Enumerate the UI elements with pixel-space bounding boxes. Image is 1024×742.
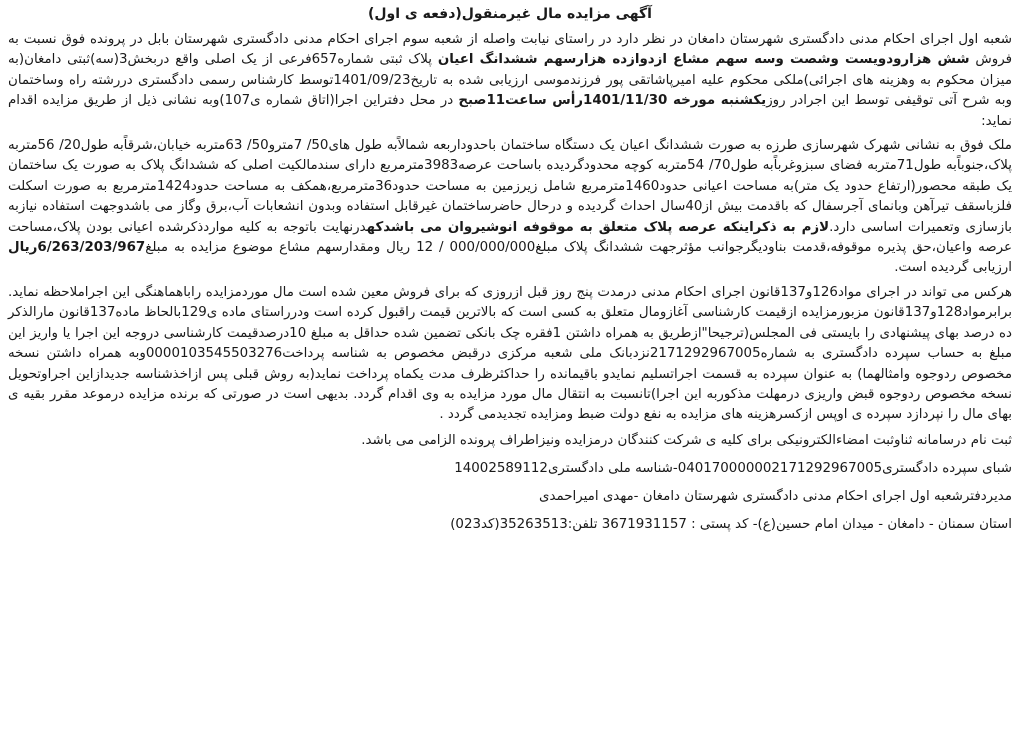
address-line: استان سمنان - دامغان - میدان امام حسین(ع)- کد پستی : 3671931157 تلفن:35263513(کد023) — [450, 516, 1012, 532]
registration-note: ثبت نام درسامانه ثناوثبت امضاءالکترونیکی برای کلیه ی شرکت کنندگان درمزایده ونیزاطراف پرونده الزامی می باشد. — [361, 432, 1012, 448]
intro-text-c: پلاک ثبتی شماره657فرعی از یک اصلی واقع دربخش3(سه)ثبتی دامغان(به میزان محکوم به وهزینه های اجرائی)ملکی محکوم علیه امیرپاشاتقی پور فرزندموسی ارزیابی شده به تاریخ1401/09/23توسط کارشناس رسمی دادگستری دررشته راه وساختمان وبه شرح آتی توقیفی توسط این اجرادر روز — [8, 52, 1012, 109]
auction-date-bold: یکشنبه مورخه 1401/11/30رأس ساعت11صبح — [458, 93, 767, 109]
shares-bold: شش هزارودویست وشصت وسه سهم مشاع ازدوازده هزارسهم ششدانگ اعیان — [437, 52, 970, 68]
appraised-value-bold: 6/263/203/967ریال — [8, 240, 146, 256]
property-paragraph — [8, 136, 1012, 279]
intro-paragraph — [8, 30, 1012, 132]
notice-title: آگهی مزایده مال غیرمنقول(دفعه ی اول) — [368, 6, 652, 22]
intro-text-e: در محل دفتراین اجرا(اتاق شماره ی107)وبه نشانی ذیل از طریق مزایده اقدام نماید: — [8, 93, 1012, 129]
terms-paragraph: هرکس می تواند در اجرای مواد126و137قانون اجرای احکام مدنی درمدت پنج روز قبل ازروزی که برای فروش معین شده است مال موردمزایده راباهماهنگی این اجراملاحظه نماید. برابرمواد128و137قانون مزبورمزایده ازقیمت کارشناسی آغازومال متعلق به کسی است که بالاترین قیمت راقبول کرده است ودرراستای ماده ی129بالحاظ ماده137قانون مارالذکر ده درصد بهای پیشنهادی را بایستی فی المجلس(ترجیحا"ازطریق به همراه داشتن 1فقره چک بانکی تضمین شده حداقل به مبلغ 10درصدقیمت کارشناسی دروجه این اجرا یا واریز این مبلغ به حساب سپرده دادگستری به شماره2171292967005نزدبانک ملی شعبه مرکزی درقبض مخصوص به شناسه پرداخت000010354550327‪6‬وبه همراه داشتن نسخه مخصوص ردوجوه وامثالهما) به عنوان سپرده به قسمت اجراتسلیم نمایدو باقیمانده را حداکثرظرف مدت یکماه پرداخت نماید(به روش قبلی پس ازاخذشناسه جدیدازاین اجراوتحویل نسخه مخصوص ردوجوه قبض واریزی درمهلت مذکوربه این اجرا)تانسبت به انتقال مال مورد مزایده به وی اقدام گردد. بدیهی است در صورتی که برنده مزایده درموعد مقرر بقیه ی بهای مال را نپردازد سپرده ی اوپس ازکسرهزینه های مزایده به نفع دولت ضبط ومزایده تجدیدمی گردد . — [8, 284, 1013, 423]
property-text-a: ملک فوق به نشانی شهرک شهرسازی طرزه به صورت ششدانگ اعیان یک دستگاه ساختمان باحدوداربعه شمالاًبه طول های50/ 7مترو50/ 63متربه خیابان،شرقاًبه طول20/ 56متربه پلاک،جنوباًبه طول71متربه فضای سبزوغرباًبه طول70/ 54متربه کوچه محدودگردیده باساحت عرصه3983مترمربع دارای سندمالکیت اصلی که ششدانگ پلاک به صورت یک ساختمان یک طبقه محصور(ارتفاع حدود یک متر)به مساحت اعیانی حدود1460مترمربع شامل زیرزمین به مساحت حدود36مترمربع،همکف به مساحت حدود1424مترمربع به صورت اسکلت فلزباسقف تیرآهن وبانمای آجرسفال که باقدمت بیش از40سال احداث گردیده و درحال حاضرساختمان غیرقابل استفاده وبدون انشعابات آب،برق وگاز می باشدوجهت استفاده نیازبه بازسازی وتعمیرات اساسی دارد. — [8, 138, 1013, 235]
endowment-note-bold: لازم به ذکراینکه عرصه پلاک متعلق به موقوفه انوشیروان می باشدکه — [366, 219, 830, 235]
property-text-c: درنهایت باتوجه به کلیه مواردذکرشده اعیانی بودن پلاک،مساحت عرصه واعیان،حق پذیره موقوفه،قدمت بناودیگرجوانب مؤثرجهت ششدانگ پلاک مبلغ000/000/000 / 12 ریال ومقدارسهم مشاع موضوع مزایده به مبلغ — [8, 219, 1012, 256]
property-text-e: ارزیابی گردیده است. — [894, 260, 1012, 276]
intro-text-a: شعبه اول اجرای احکام مدنی دادگستری شهرستان دامغان در نظر دارد در راستای نیابت واصله از شعبه سوم اجرای احکام مدنی دادگستری شهرستان بابل در پرونده فوق نسبت به فروش — [8, 32, 1013, 68]
account-info: شبای سپرده دادگستری040170000002171292967005-شناسه ملی دادگستری14002589112 — [454, 460, 1012, 476]
office-manager: مدیردفترشعبه اول اجرای احکام مدنی دادگستری شهرستان دامغان -مهدی امیراحمدی — [539, 488, 1012, 504]
